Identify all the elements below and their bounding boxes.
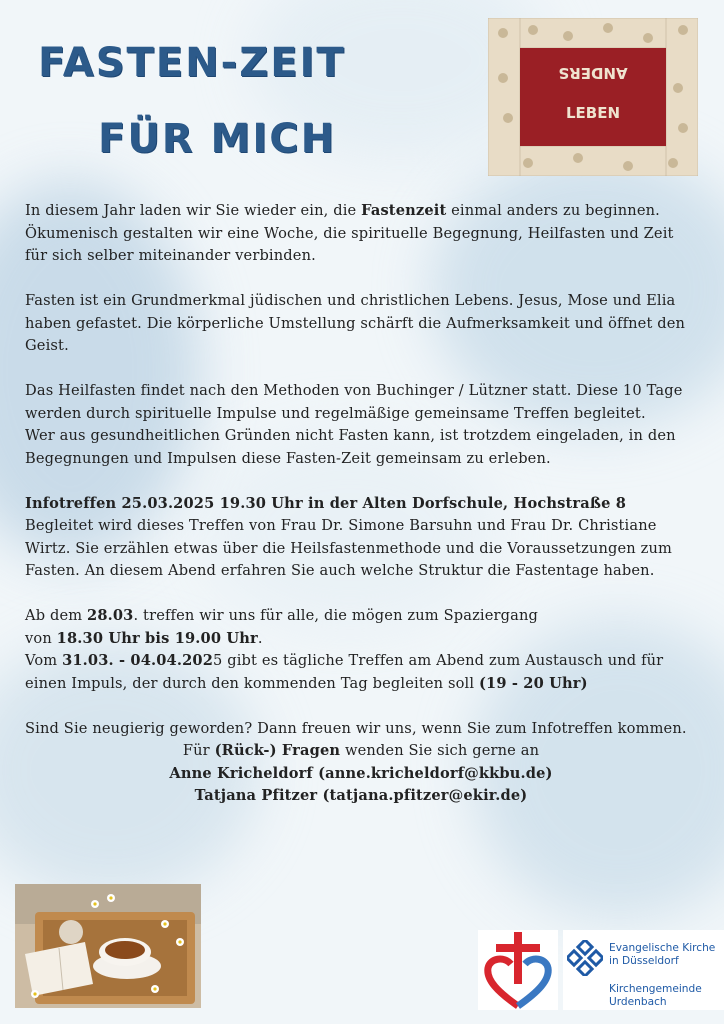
paragraph-heilfasten-2: Wer aus gesundheitlichen Gründen nicht Fasten kann, ist trotzdem eingeladen, in den Begegnungen und Impulsen diese Fasten-Zeit gemeinsam zu erleben.	[25, 427, 676, 467]
title-line-2: FÜR MICH	[98, 116, 337, 162]
paragraph-fasting: Fasten ist ein Grundmerkmal jüdischen und christlichen Lebens. Jesus, Mose und Elia haben gefastet. Die körperliche Umstellung schärft die Aufmerksamkeit und öffnet den Geist.	[25, 292, 686, 354]
paragraph-daily-meetings: Vom 31.03. - 04.04.2025 gibt es tägliche Treffen am Abend zum Austausch und für einen Impuls, der durch den kommenden Tag begleiten soll (19 - 20 Uhr)	[25, 652, 664, 692]
title-line-1: FASTEN-ZEIT	[38, 40, 346, 86]
ekd-parish-name: Kirchengemeinde Urdenbach	[609, 983, 702, 1008]
church-cross-logo	[478, 930, 558, 1010]
paragraph-curious: Sind Sie neugierig geworden? Dann freuen wir uns, wenn Sie zum Infotreffen kommen.	[25, 719, 687, 737]
infotreffen-heading: Infotreffen 25.03.2025 19.30 Uhr in der Alten Dorfschule, Hochstraße 8	[25, 494, 627, 512]
paragraph-infotreffen: Begleitet wird dieses Treffen von Frau Dr. Simone Barsuhn und Frau Dr. Christiane Wirtz. Sie erzählen etwas über die Heilsfastenmethode und die Voraussetzungen zum Fasten. An diesem Abend erfahren Sie auch welche Struktur die Fastentage haben.	[25, 517, 673, 579]
photo-word-leben: LEBEN	[565, 104, 621, 122]
paragraph-intro-2: Ökumenisch gestalten wir eine Woche, die spirituelle Begegnung, Heilfasten und Zeit für sich selber miteinander verbinden.	[25, 224, 674, 264]
body-text	[25, 200, 697, 808]
contact-person-2: Tatjana Pfitzer (tatjana.pfitzer@ekir.de)	[194, 787, 528, 804]
ekd-cross-icon	[567, 940, 603, 976]
letters-photo	[488, 18, 698, 176]
paragraph-intro: In diesem Jahr laden wir Sie wieder ein, die Fastenzeit einmal anders zu beginnen.	[25, 202, 660, 219]
tea-photo	[15, 884, 201, 1008]
contact-intro: Für (Rück-) Fragen wenden Sie sich gerne an	[182, 742, 540, 759]
ekd-logo	[563, 930, 724, 1010]
ekd-org-name: Evangelische Kirche in Düsseldorf	[609, 942, 716, 967]
paragraph-walk: Ab dem 28.03. treffen wir uns für alle, die mögen zum Spaziergang von 18.30 Uhr bis 19.00 Uhr.	[25, 607, 539, 647]
photo-word-anders: ANDERS	[558, 64, 628, 82]
paragraph-heilfasten: Das Heilfasten findet nach den Methoden von Buchinger / Lützner statt. Diese 10 Tage werden durch spirituelle Impulse und regelmäßige gemeinsame Treffen begleitet.	[25, 382, 683, 422]
contact-person-1: Anne Kricheldorf (anne.kricheldorf@kkbu.de)	[169, 764, 553, 782]
